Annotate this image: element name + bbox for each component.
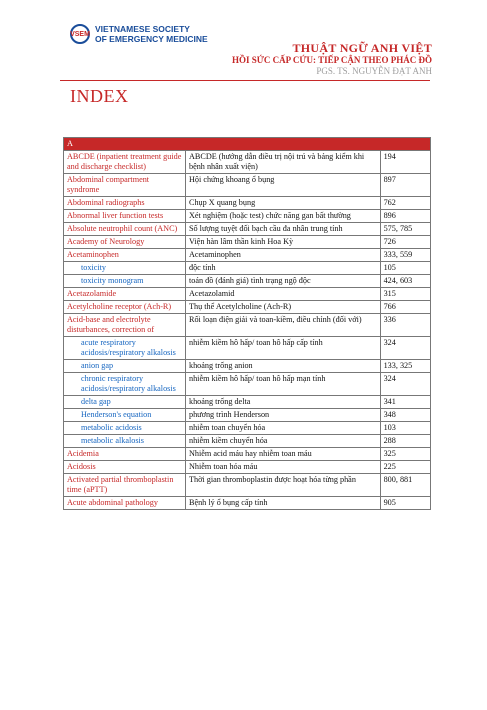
term-vietnamese: Bệnh lý ổ bụng cấp tính bbox=[185, 497, 380, 510]
term-vietnamese: khoảng trống anion bbox=[185, 360, 380, 373]
term-english: Academy of Neurology bbox=[64, 236, 186, 249]
index-subentry-row bbox=[64, 435, 431, 448]
term-english: delta gap bbox=[64, 396, 186, 409]
term-english: chronic respiratory acidosis/respiratory alkalosis bbox=[64, 373, 186, 396]
index-entry-row bbox=[64, 448, 431, 461]
term-english: Abnormal liver function tests bbox=[64, 210, 186, 223]
term-vietnamese: Acetaminophen bbox=[185, 249, 380, 262]
header-author: PGS. TS. NGUYỄN ĐẠT ANH bbox=[316, 66, 432, 76]
term-english: Absolute neutrophil count (ANC) bbox=[64, 223, 186, 236]
index-entry-row bbox=[64, 236, 431, 249]
page-reference: 325 bbox=[380, 448, 430, 461]
page-title: INDEX bbox=[70, 86, 129, 106]
term-vietnamese: khoảng trống delta bbox=[185, 396, 380, 409]
page-reference: 348 bbox=[380, 409, 430, 422]
section-letter: A bbox=[64, 138, 431, 151]
page-reference: 905 bbox=[380, 497, 430, 510]
term-english: acute respiratory acidosis/respiratory alkalosis bbox=[64, 337, 186, 360]
term-vietnamese: Nhiễm acid máu hay nhiễm toan máu bbox=[185, 448, 380, 461]
term-english: ABCDE (inpatient treatment guide and discharge checklist) bbox=[64, 151, 186, 174]
index-table bbox=[63, 137, 431, 510]
term-english: Acetazolamide bbox=[64, 288, 186, 301]
page-reference: 341 bbox=[380, 396, 430, 409]
term-english: Activated partial thromboplastin time (aPTT) bbox=[64, 474, 186, 497]
page-reference: 762 bbox=[380, 197, 430, 210]
index-entry-row bbox=[64, 223, 431, 236]
index-subentry-row bbox=[64, 275, 431, 288]
term-vietnamese: nhiễm toan chuyển hóa bbox=[185, 422, 380, 435]
page-reference: 324 bbox=[380, 373, 430, 396]
index-entry-row bbox=[64, 461, 431, 474]
index-entry-row bbox=[64, 288, 431, 301]
term-vietnamese: Số lượng tuyệt đối bạch cầu đa nhân trung tính bbox=[185, 223, 380, 236]
index-entry-row bbox=[64, 151, 431, 174]
term-english: Acute abdominal pathology bbox=[64, 497, 186, 510]
term-vietnamese: phương trình Henderson bbox=[185, 409, 380, 422]
term-vietnamese: Thời gian thromboplastin được hoạt hóa từng phần bbox=[185, 474, 380, 497]
page-reference: 726 bbox=[380, 236, 430, 249]
term-vietnamese: Chụp X quang bụng bbox=[185, 197, 380, 210]
term-english: Henderson's equation bbox=[64, 409, 186, 422]
term-english: Acetylcholine receptor (Ach-R) bbox=[64, 301, 186, 314]
term-vietnamese: Xét nghiệm (hoặc test) chức năng gan bất thường bbox=[185, 210, 380, 223]
term-english: toxicity monogram bbox=[64, 275, 186, 288]
page-reference: 315 bbox=[380, 288, 430, 301]
index-subentry-row bbox=[64, 409, 431, 422]
term-english: Acid-base and electrolyte disturbances, correction of bbox=[64, 314, 186, 337]
page-reference: 897 bbox=[380, 174, 430, 197]
document-header bbox=[232, 41, 432, 77]
term-english: metabolic acidosis bbox=[64, 422, 186, 435]
index-entry-row bbox=[64, 497, 431, 510]
term-vietnamese: nhiễm kiềm chuyển hóa bbox=[185, 435, 380, 448]
page-reference: 333, 559 bbox=[380, 249, 430, 262]
term-vietnamese: Hội chứng khoang ổ bụng bbox=[185, 174, 380, 197]
logo-text bbox=[95, 24, 208, 44]
header-divider bbox=[60, 80, 430, 81]
index-table-body bbox=[64, 138, 431, 510]
index-subentry-row bbox=[64, 422, 431, 435]
index-subentry-row bbox=[64, 360, 431, 373]
term-english: Abdominal radiographs bbox=[64, 197, 186, 210]
term-vietnamese: độc tính bbox=[185, 262, 380, 275]
page-reference: 194 bbox=[380, 151, 430, 174]
page-reference: 105 bbox=[380, 262, 430, 275]
term-vietnamese: Viện hàn lâm thần kinh Hoa Kỳ bbox=[185, 236, 380, 249]
term-vietnamese: Nhiễm toan hóa máu bbox=[185, 461, 380, 474]
term-english: toxicity bbox=[64, 262, 186, 275]
page-reference: 424, 603 bbox=[380, 275, 430, 288]
term-vietnamese: Rối loạn điện giải và toan-kiềm, điều chỉnh (đối với) bbox=[185, 314, 380, 337]
index-entry-row bbox=[64, 314, 431, 337]
term-vietnamese: toán đồ (đánh giá) tình trạng ngộ độc bbox=[185, 275, 380, 288]
term-vietnamese: nhiễm kiềm hô hấp/ toan hô hấp mạn tính bbox=[185, 373, 380, 396]
page-reference: 575, 785 bbox=[380, 223, 430, 236]
term-english: anion gap bbox=[64, 360, 186, 373]
logo-line-2: OF EMERGENCY MEDICINE bbox=[95, 34, 208, 44]
index-entry-row bbox=[64, 474, 431, 497]
index-entry-row bbox=[64, 174, 431, 197]
term-english: metabolic alkalosis bbox=[64, 435, 186, 448]
page-reference: 336 bbox=[380, 314, 430, 337]
index-entry-row bbox=[64, 249, 431, 262]
term-english: Acidemia bbox=[64, 448, 186, 461]
term-english: Acidosis bbox=[64, 461, 186, 474]
page-reference: 766 bbox=[380, 301, 430, 314]
index-entry-row bbox=[64, 210, 431, 223]
page-reference: 225 bbox=[380, 461, 430, 474]
index-entry-row bbox=[64, 197, 431, 210]
index-subentry-row bbox=[64, 396, 431, 409]
page-reference: 800, 881 bbox=[380, 474, 430, 497]
term-vietnamese: ABCDE (hướng dẫn điều trị nội trú và bảng kiểm khi bệnh nhân xuất viện) bbox=[185, 151, 380, 174]
header-subtitle: HỒI SỨC CẤP CỨU: TIẾP CẬN THEO PHÁC ĐỒ bbox=[231, 55, 432, 65]
index-subentry-row bbox=[64, 262, 431, 275]
page-reference: 103 bbox=[380, 422, 430, 435]
index-subentry-row bbox=[64, 337, 431, 360]
society-logo bbox=[70, 24, 208, 44]
term-english: Abdominal compartment syndrome bbox=[64, 174, 186, 197]
logo-emblem-icon: VSEM bbox=[70, 24, 90, 44]
page-reference: 324 bbox=[380, 337, 430, 360]
term-vietnamese: nhiễm kiềm hô hấp/ toan hô hấp cấp tính bbox=[185, 337, 380, 360]
page-reference: 896 bbox=[380, 210, 430, 223]
page-reference: 133, 325 bbox=[380, 360, 430, 373]
page-reference: 288 bbox=[380, 435, 430, 448]
term-english: Acetaminophen bbox=[64, 249, 186, 262]
index-subentry-row bbox=[64, 373, 431, 396]
term-vietnamese: Thụ thể Acetylcholine (Ach-R) bbox=[185, 301, 380, 314]
section-letter-row bbox=[64, 138, 431, 151]
header-title: THUẬT NGỮ ANH VIỆT bbox=[292, 41, 432, 55]
logo-line-1: VIETNAMESE SOCIETY bbox=[95, 24, 190, 34]
index-entry-row bbox=[64, 301, 431, 314]
term-vietnamese: Acetazolamid bbox=[185, 288, 380, 301]
